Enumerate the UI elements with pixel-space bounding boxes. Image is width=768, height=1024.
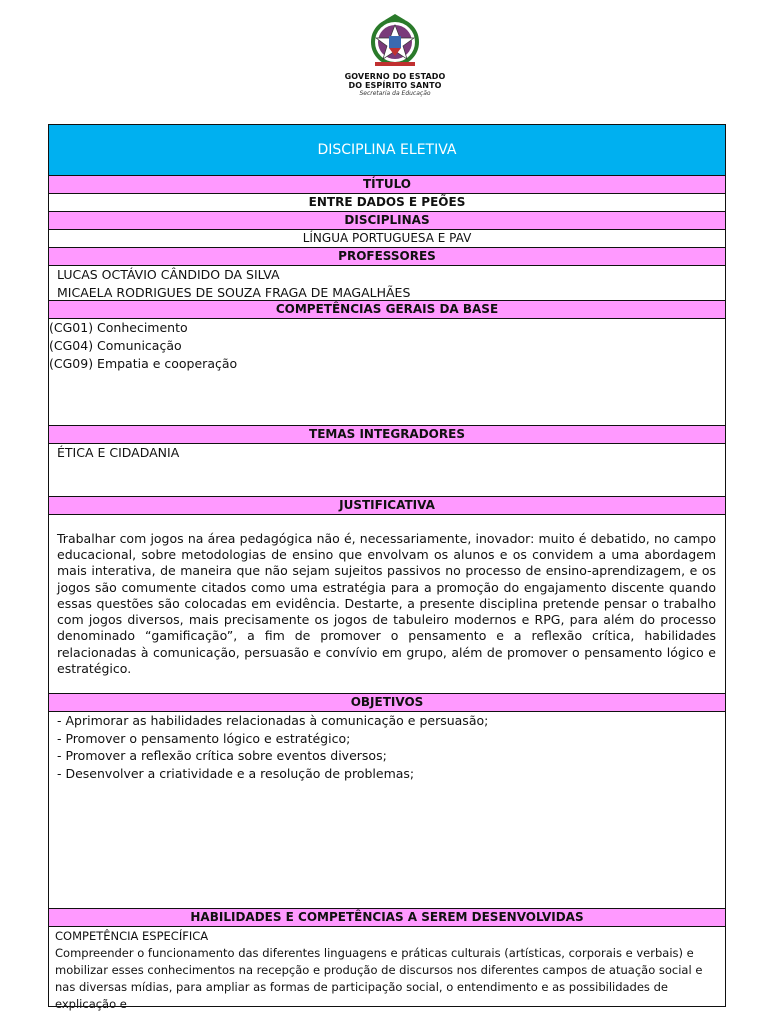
professores-label: PROFESSORES [49, 248, 725, 266]
objetivo-4: - Desenvolver a criatividade e a resolução de problemas; [57, 765, 415, 781]
titulo-value: ENTRE DADOS E PEÕES [49, 194, 725, 212]
competencia-2: (CG04) Comunicação [49, 338, 182, 353]
objetivos-label: OBJETIVOS [49, 694, 725, 712]
habilidades-cell [49, 927, 725, 1011]
disciplinas-label: DISCIPLINAS [49, 212, 725, 230]
gov-line-1: GOVERNO DO ESTADO [344, 72, 446, 81]
comp-especifica-text: Compreender o funcionamento das diferentes linguagens e práticas culturais (artísticas, corporais e verbais) e mobilizar esses conhecimentos na recepção e produção de discursos nos diferentes campos de atuação social e nas diversas mídias, para ampliar as formas de participação social, o entendimento e as possibilidades de explicação e [55, 946, 703, 1011]
professor-2: MICAELA RODRIGUES DE SOUZA FRAGA DE MAGALHÃES [57, 285, 411, 300]
objetivos-cell [49, 712, 725, 909]
form-table [48, 124, 726, 1011]
temas-label: TEMAS INTEGRADORES [49, 426, 725, 444]
justificativa-cell [49, 515, 725, 694]
gov-line-2: DO ESPÍRITO SANTO [348, 81, 442, 90]
titulo-label: TÍTULO [49, 176, 725, 194]
main-title: DISCIPLINA ELETIVA [49, 125, 725, 176]
objetivo-1: - Aprimorar as habilidades relacionadas à comunicação e persuasão; [57, 713, 489, 728]
temas-cell [49, 444, 725, 497]
objetivo-3: - Promover a reflexão crítica sobre eventos diversos; [57, 748, 387, 763]
habilidades-label: HABILIDADES E COMPETÊNCIAS A SEREM DESENVOLVIDAS [49, 909, 725, 927]
competencias-cell [49, 319, 725, 426]
disciplinas-value: LÍNGUA PORTUGUESA E PAV [49, 230, 725, 248]
competencia-3: (CG09) Empatia e cooperação [49, 356, 238, 371]
justificativa-label: JUSTIFICATIVA [49, 497, 725, 515]
header-logo [340, 12, 450, 98]
state-emblem-icon [367, 12, 423, 72]
competencias-label: COMPETÊNCIAS GERAIS DA BASE [49, 301, 725, 319]
justificativa-text: Trabalhar com jogos na área pedagógica não é, necessariamente, inovador: muito é debatido, no campo educacional, sobre metodologias de ensino que envolvam os alunos e os convidem a uma abordagem mais interativa, de maneira que não sejam sujeitos passivos no processo de ensino-aprendizagem, e os jogos são comumente citados como uma estratégia para a promoção do engajamento discente quando essas questões são colocadas em evidência. Destarte, a presente disciplina pretende pensar o trabalho com jogos diversos, mais precisamente os jogos de tabuleiro modernos e RPG, para além do processo denominado “gamificação”, a fim de promover o pensamento e a reflexão crítica, habilidades relacionadas à comunicação, persuasão e convívio em grupo, além de promover o pensamento lógico e estratégico. [57, 530, 716, 677]
competencia-1: (CG01) Conhecimento [49, 320, 188, 335]
objetivo-2: - Promover o pensamento lógico e estratégico; [57, 730, 351, 746]
professor-1: LUCAS OCTÁVIO CÂNDIDO DA SILVA [57, 267, 280, 282]
comp-especifica-label: COMPETÊNCIA ESPECÍFICA [55, 929, 209, 943]
professores-cell [49, 266, 725, 301]
secretaria-line: Secretaria da Educação [359, 90, 431, 97]
temas-value: ÉTICA E CIDADANIA [57, 445, 180, 460]
